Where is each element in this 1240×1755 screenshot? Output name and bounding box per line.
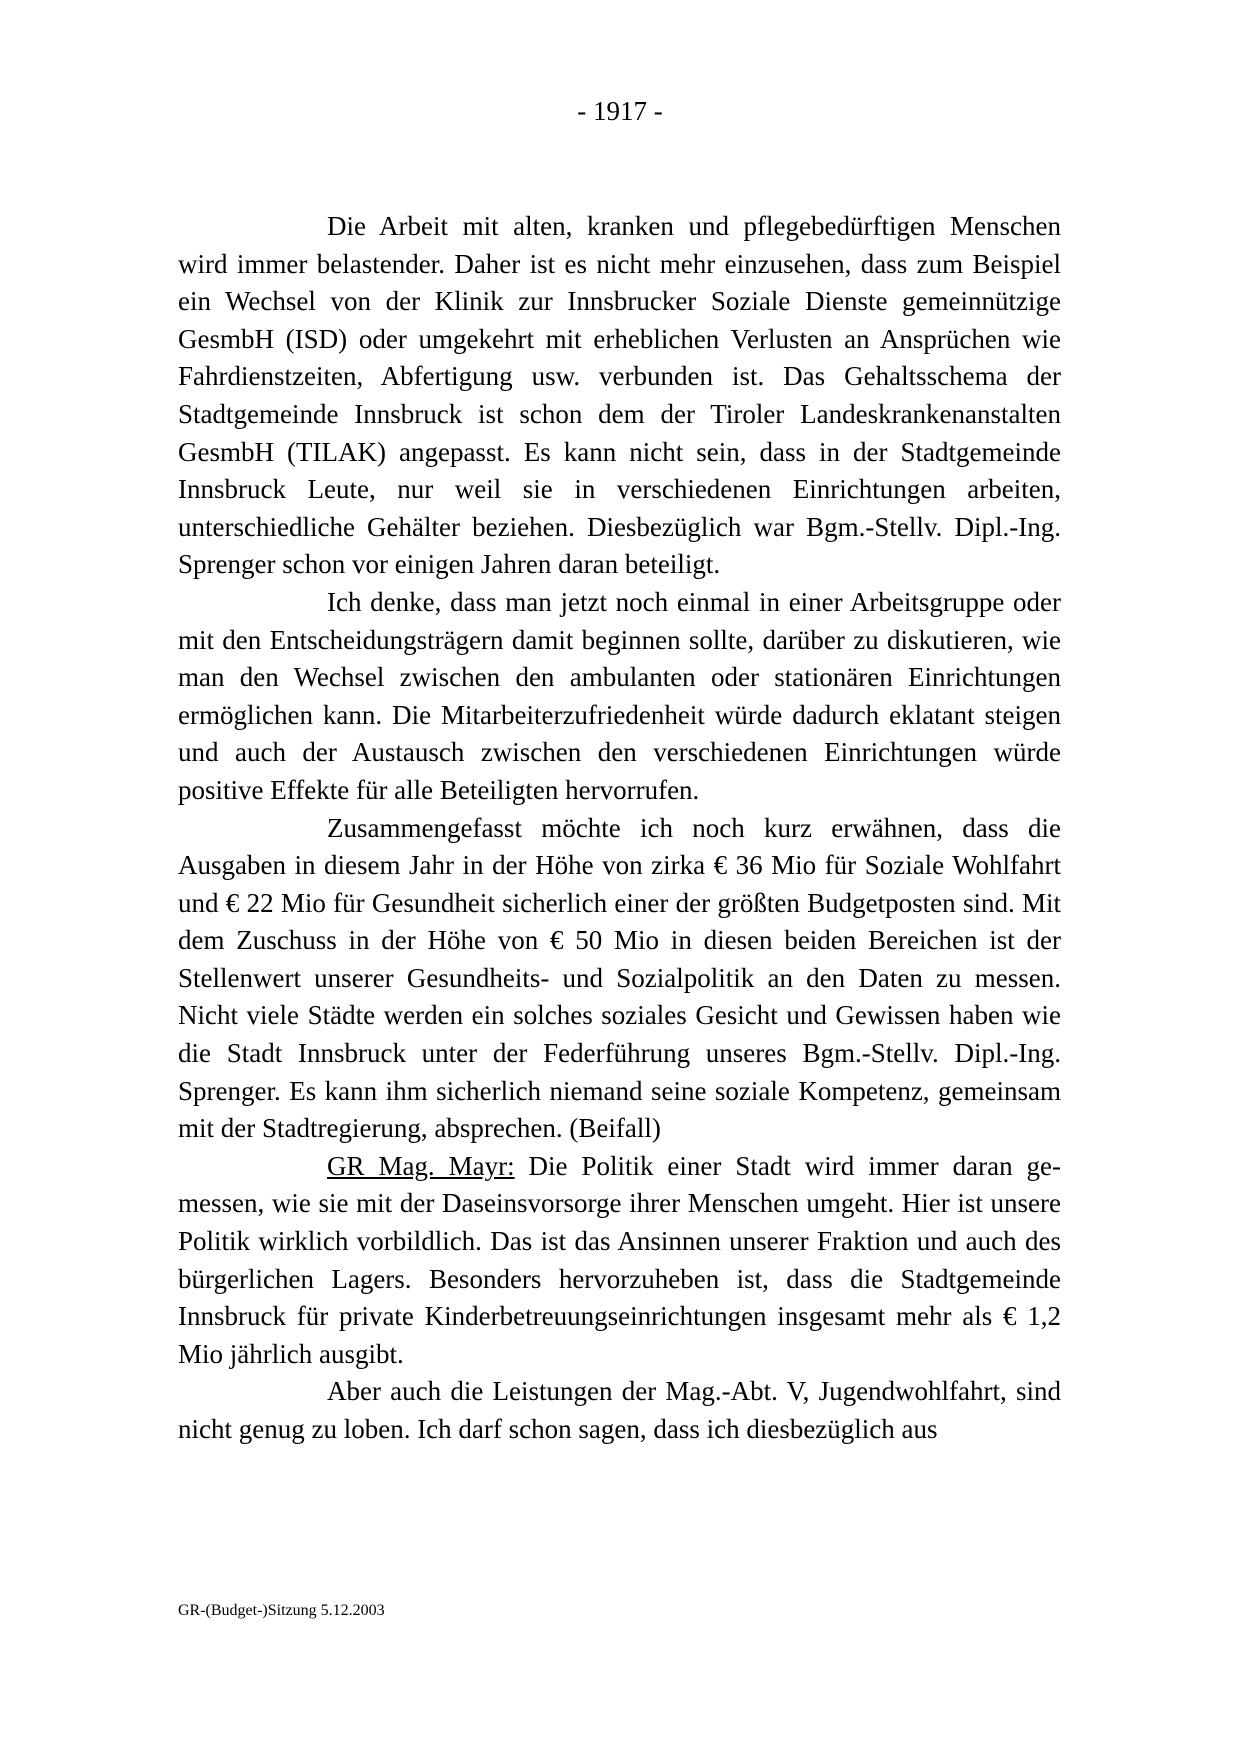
paragraph: Aber auch die Leistungen der Mag.-Abt. V, Jugendwohlfahrt, sind nicht genug zu loben. Ich darf schon sagen, dass ich diesbezüglich aus [178, 1376, 1061, 1444]
paragraph: Ich denke, dass man jetzt noch einmal in einer Arbeitsgruppe oder mit den Entscheidungsträgern damit beginnen sollte, darüber zu diskutieren, wie man den Wechsel zwischen den ambulanten oder stationären Einrichtungen ermöglichen kann. Die Mitarbeiterzufriedenheit würde dadurch eklatant steigen und auch der Austausch zwischen den verschiedenen Einrichtungen würde positive Effekte für alle Beteiligten hervorrufen. [178, 586, 1061, 805]
footer-session-label: GR-(Budget-)Sitzung 5.12.2003 [178, 1602, 385, 1619]
paragraph: Die Arbeit mit alten, kranken und pflegebedürftigen Menschen wird immer belastender. Daher ist es nicht mehr einzusehen, dass zum Beispiel ein Wechsel von der Klinik zur Innsbrucker Soziale Dienste gemeinnützige GesmbH (ISD) oder umgekehrt mit erheblichen Verlusten an Ansprüchen wie Fahrdienstzeiten, Abfertigung usw. verbunden ist. Das Gehaltsschema der Stadtgemeinde Innsbruck ist schon dem der Tiroler Landeskrankenanstalten GesmbH (TILAK) angepasst. Es kann nicht sein, dass in der Stadtgemeinde Innsbruck Leute, nur weil sie in verschiedenen Einrichtungen arbeiten, unterschiedliche Gehälter beziehen. Diesbezüglich war Bgm.-Stellv. Dipl.-Ing. Sprenger schon vor einigen Jahren daran beteiligt. [178, 211, 1061, 580]
paragraph: Zusammengefasst möchte ich noch kurz erwähnen, dass die Ausgaben in diesem Jahr in der Höhe von zirka € 36 Mio für Soziale Wohlfahrt und € 22 Mio für Gesundheit sicherlich einer der größten Budgetposten sind. Mit dem Zuschuss in der Höhe von € 50 Mio in diesen beiden Bereichen ist der Stellenwert unserer Gesundheits- und Sozialpolitik an den Daten zu messen. Nicht viele Städte werden ein solches soziales Gesicht und Gewissen haben wie die Stadt Innsbruck unter der Federführung unseres Bgm.-Stellv. Dipl.-Ing. Sprenger. Es kann ihm sicherlich niemand seine soziale Kompetenz, gemeinsam mit der Stadtregierung, absprechen. (Beifall) [178, 812, 1061, 1144]
speech-text: Die Politik einer Stadt wird immer daran gemessen, wie sie mit der Daseinsvorsorge ihrer Menschen umgeht. Hier ist unsere Politik wirklich vorbildlich. Das ist das Ansinnen unserer Fraktion und auch des bürgerlichen Lagers. Besonders hervorzuheben ist, dass die Stadtgemeinde Innsbruck für private Kinderbetreuungseinrichtungen insgesamt mehr als € 1,2 Mio jährlich ausgibt. [178, 1150, 1061, 1369]
document-body [178, 208, 1061, 1449]
page-number: - 1917 - [577, 96, 663, 126]
speaker-name: GR Mag. Mayr: [327, 1150, 515, 1181]
paragraph-speaker [178, 1148, 1061, 1374]
